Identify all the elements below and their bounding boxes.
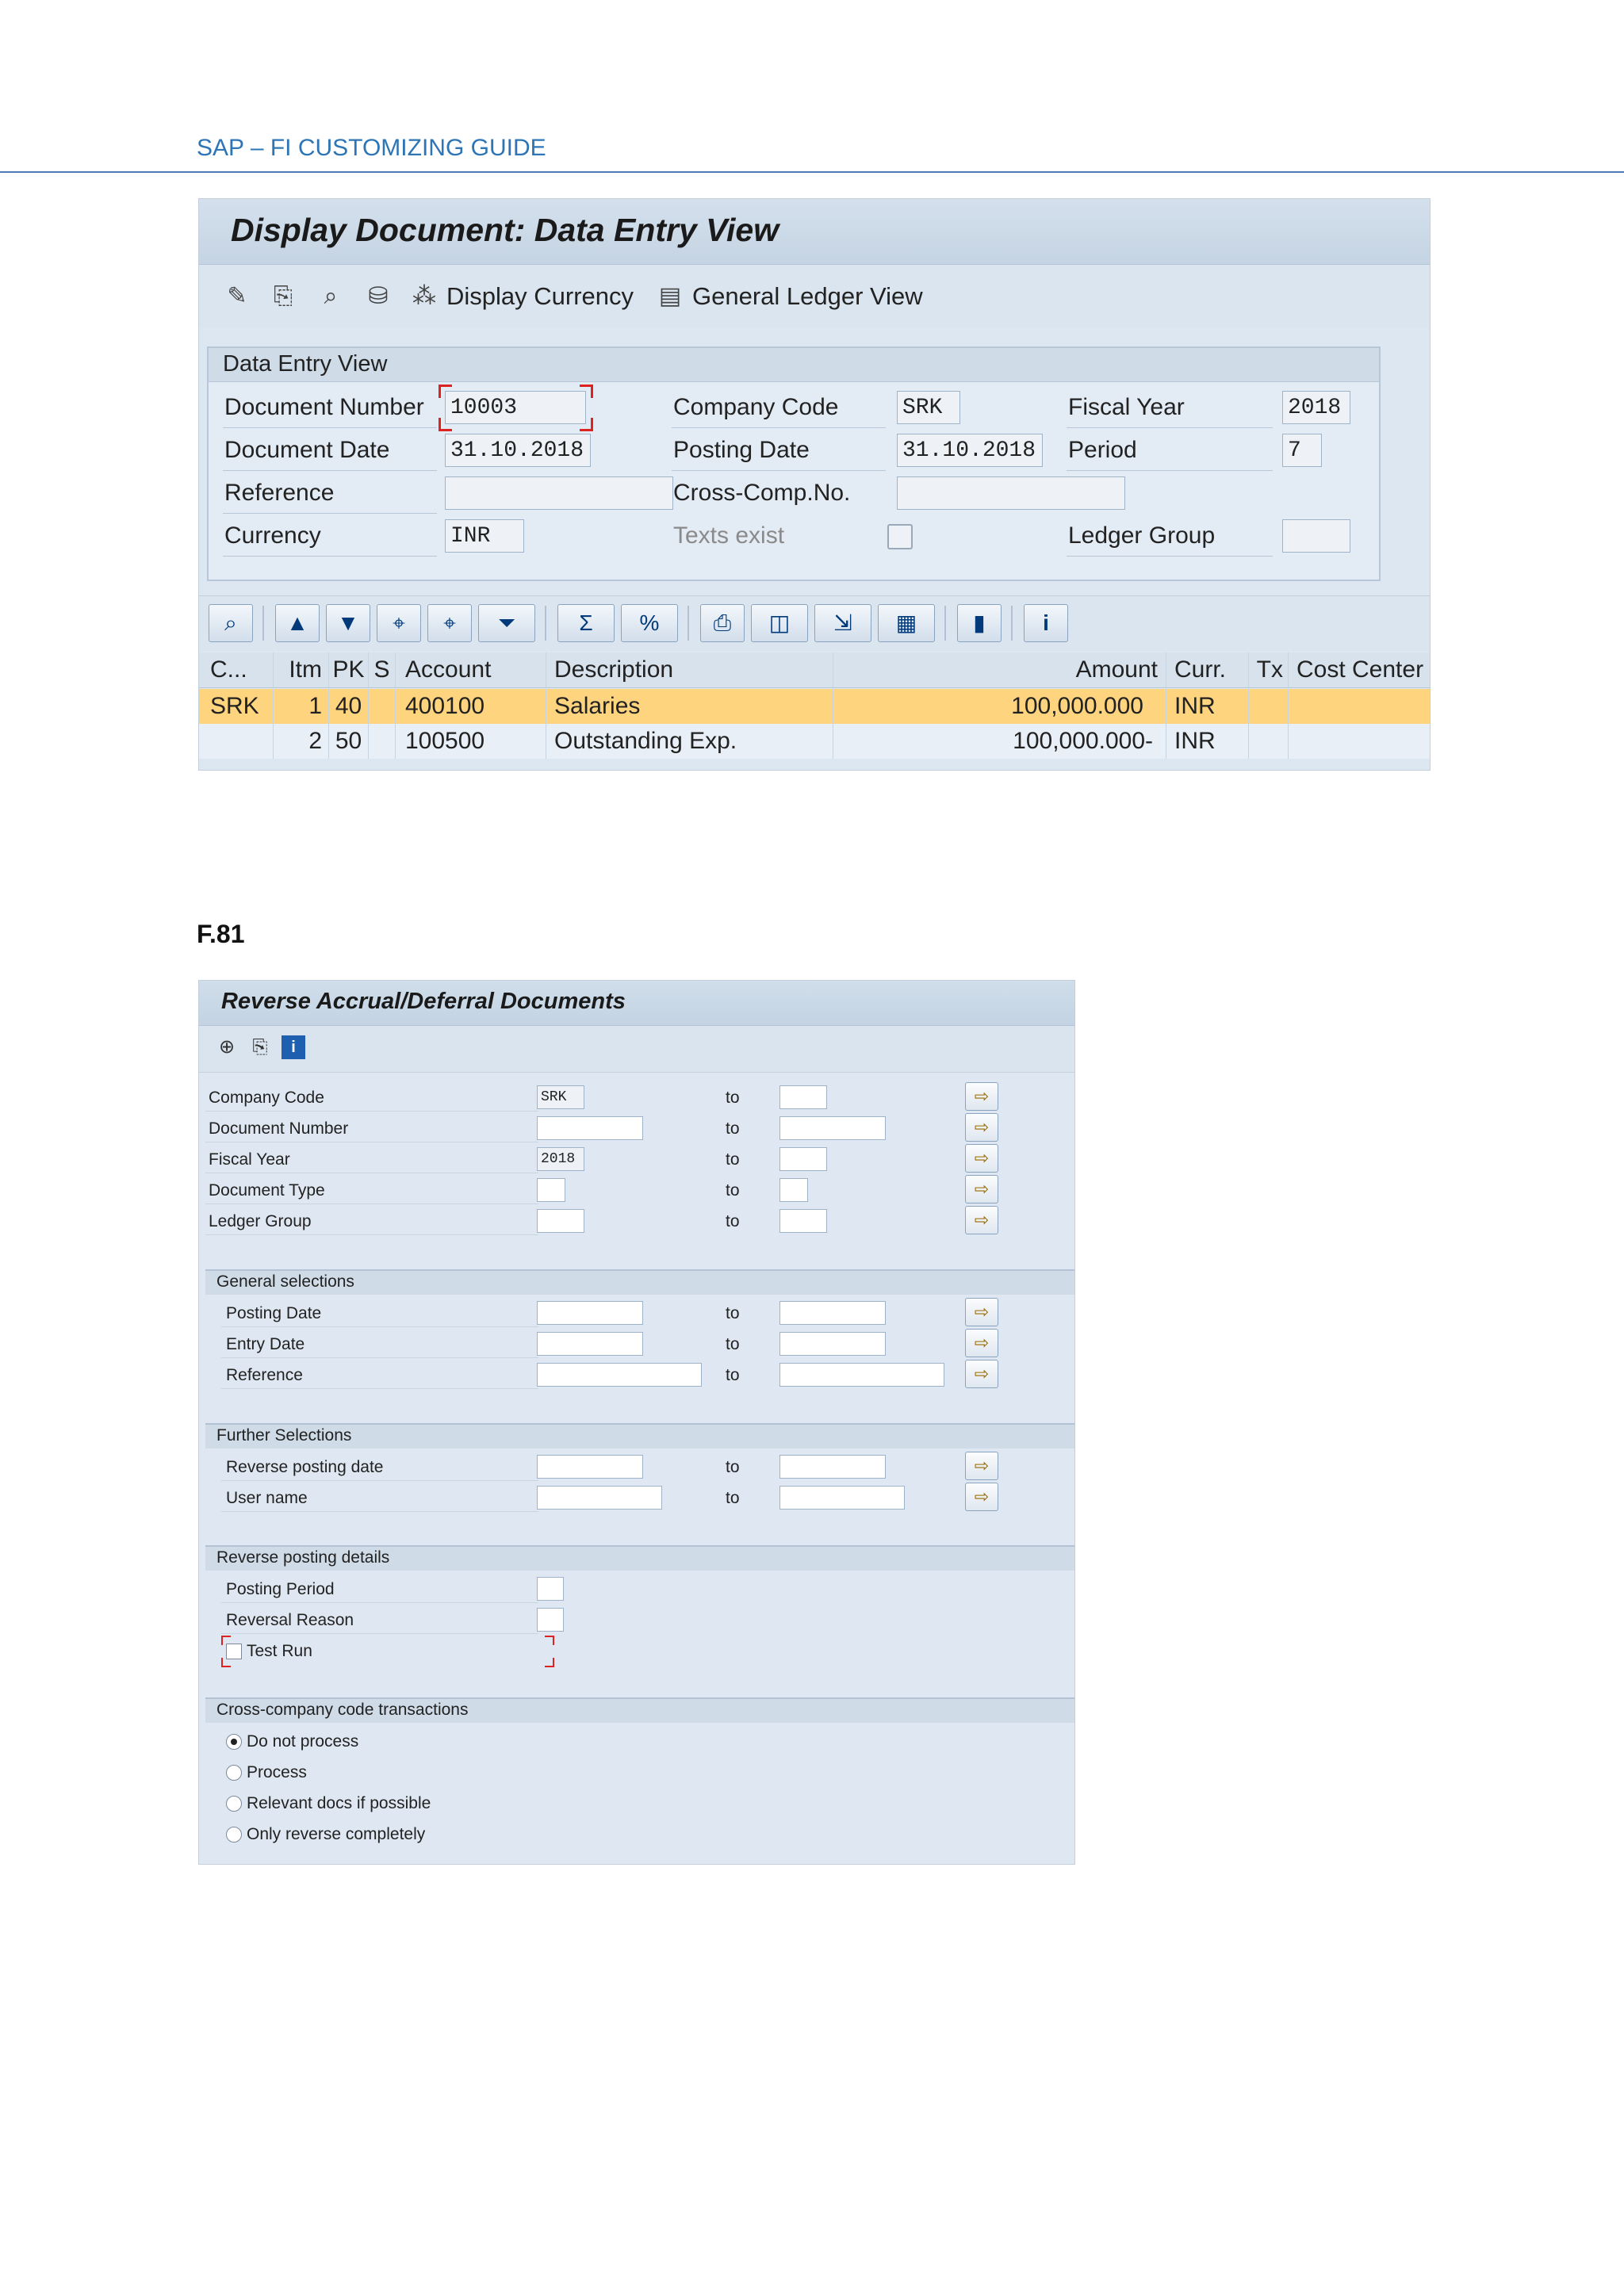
multiple-selection-button[interactable]: ⇨ — [965, 1206, 998, 1234]
document-overview-icon[interactable]: ⌕ — [324, 283, 338, 309]
toolbar-separator — [262, 606, 264, 641]
to-label: to — [726, 1458, 740, 1476]
reference-label: Reference — [226, 1366, 303, 1384]
info-icon[interactable]: i — [282, 1035, 305, 1059]
table-row[interactable] — [199, 724, 1430, 759]
label-underline — [223, 513, 437, 514]
row-divider — [221, 1326, 538, 1327]
to-label: to — [726, 1150, 740, 1169]
radio-relevant-docs[interactable] — [226, 1796, 242, 1812]
ledger-group-field[interactable] — [1282, 519, 1350, 553]
column-header[interactable]: Curr. — [1166, 652, 1249, 687]
label-underline — [1067, 427, 1273, 428]
to-label: to — [726, 1335, 740, 1353]
grid-header-row — [199, 652, 1430, 688]
to-label: to — [726, 1212, 740, 1230]
display-currency-button[interactable]: Display Currency — [446, 282, 634, 310]
posting-key-cell: 50 — [329, 724, 369, 759]
currency-field[interactable]: INR — [445, 519, 524, 553]
reference-from[interactable] — [537, 1363, 702, 1387]
window-title-bar — [199, 981, 1074, 1026]
reference-label: Reference — [224, 480, 335, 506]
user-name-to[interactable] — [779, 1486, 905, 1510]
variant-icon[interactable]: ⎘ — [252, 1036, 268, 1058]
column-header[interactable]: Cost Center — [1297, 656, 1424, 683]
fiscal-year-label: Fiscal Year — [209, 1150, 290, 1169]
row-divider — [221, 1633, 538, 1634]
currency-cell: INR — [1166, 689, 1249, 724]
column-header[interactable]: S — [369, 652, 396, 687]
column-header[interactable]: PK — [329, 652, 369, 687]
column-header[interactable]: Itm — [274, 652, 329, 687]
company-code-cell — [199, 724, 274, 759]
data-entry-view-panel — [207, 346, 1381, 581]
item-cell: 2 — [274, 724, 329, 759]
toolbar-separator — [1011, 606, 1013, 641]
to-label: to — [726, 1366, 740, 1384]
tax-cell — [1249, 689, 1289, 724]
filter-button[interactable]: ⏷ — [478, 604, 535, 642]
company-code-from[interactable]: SRK — [537, 1085, 584, 1109]
header-rule — [0, 171, 1624, 173]
row-divider — [205, 1111, 538, 1112]
radio-label: Only reverse completely — [247, 1825, 426, 1843]
company-code-cell: SRK — [199, 689, 274, 724]
multiple-selection-button[interactable]: ⇨ — [965, 1144, 998, 1173]
radio-label: Process — [247, 1763, 307, 1781]
section-label: F.81 — [197, 920, 245, 948]
currency-label: Currency — [224, 522, 321, 549]
amount-cell: 100,000.000 — [833, 689, 1166, 724]
info-button[interactable]: i — [1024, 604, 1068, 642]
ledger-group-label: Ledger Group — [1068, 522, 1216, 549]
cost-center-cell — [1289, 724, 1430, 759]
to-label: to — [726, 1089, 740, 1107]
entry-date-from[interactable] — [537, 1332, 643, 1356]
ledger-group-label: Ledger Group — [209, 1212, 312, 1230]
alv-toolbar — [199, 595, 1430, 652]
label-underline — [672, 427, 886, 428]
multiple-selection-button[interactable]: ⇨ — [965, 1082, 998, 1111]
application-toolbar — [199, 1026, 1074, 1073]
posting-period-field[interactable] — [537, 1577, 564, 1601]
group-title: Cross-company code transactions — [216, 1701, 469, 1719]
cross-comp-field[interactable] — [897, 476, 1125, 510]
row-divider — [205, 1234, 538, 1235]
to-label: to — [726, 1119, 740, 1138]
cross-comp-label: Cross-Comp.No. — [673, 480, 851, 506]
focus-marker — [545, 1636, 554, 1645]
group-title: Further Selections — [216, 1426, 352, 1445]
column-header[interactable]: Description — [546, 652, 833, 687]
edit-glasses-icon[interactable]: ✎ — [227, 283, 247, 309]
label-underline — [223, 427, 437, 428]
group-header — [205, 1699, 1074, 1723]
total-button[interactable]: Σ — [557, 604, 615, 642]
column-header[interactable]: Amount — [833, 652, 1166, 687]
document-date-label: Document Date — [224, 437, 390, 463]
multiple-selection-button[interactable]: ⇨ — [965, 1113, 998, 1142]
item-cell: 1 — [274, 689, 329, 724]
posting-date-to[interactable] — [779, 1301, 886, 1325]
document-number-label: Document Number — [209, 1119, 349, 1138]
to-label: to — [726, 1489, 740, 1507]
currency-cell: INR — [1166, 724, 1249, 759]
display-document-window — [198, 198, 1431, 771]
test-run-checkbox[interactable] — [226, 1644, 242, 1659]
fiscal-year-field[interactable]: 2018 — [1282, 391, 1350, 424]
document-type-from[interactable] — [537, 1178, 565, 1202]
window-title: Display Document: Data Entry View — [231, 212, 779, 248]
print-preview-button[interactable]: ⎙ — [700, 604, 745, 642]
posting-date-field[interactable]: 31.10.2018 — [897, 434, 1043, 467]
reverse-accrual-window — [198, 980, 1075, 1865]
multiple-selection-button[interactable]: ⇨ — [965, 1329, 998, 1357]
toolbar-separator — [688, 606, 689, 641]
multiple-selection-button[interactable]: ⇨ — [965, 1452, 998, 1480]
focus-marker — [439, 418, 452, 431]
reversal-reason-label: Reversal Reason — [226, 1611, 354, 1629]
label-underline — [223, 556, 437, 557]
sort-ascending-button[interactable]: ▲ — [275, 604, 320, 642]
window-title-bar — [199, 199, 1430, 265]
window-title: Reverse Accrual/Deferral Documents — [221, 989, 626, 1014]
company-code-field[interactable]: SRK — [897, 391, 960, 424]
fiscal-year-from[interactable]: 2018 — [537, 1147, 584, 1171]
reference-field[interactable] — [445, 476, 673, 510]
column-header[interactable]: Account — [396, 652, 546, 687]
ledger-view-icon[interactable]: ▤ — [658, 283, 682, 309]
fiscal-year-to[interactable] — [779, 1147, 827, 1171]
user-name-from[interactable] — [537, 1486, 662, 1510]
company-code-label: Company Code — [209, 1089, 324, 1107]
row-divider — [221, 1388, 538, 1389]
cross-company-group — [205, 1697, 1074, 1865]
group-header — [205, 1547, 1074, 1571]
panel-header — [209, 348, 1379, 382]
account-cell: 400100 — [396, 689, 546, 724]
texts-exist-checkbox[interactable] — [887, 524, 913, 549]
row-divider — [221, 1511, 538, 1512]
company-code-label: Company Code — [673, 394, 839, 420]
tax-cell — [1249, 724, 1289, 759]
reverse-posting-details-group — [205, 1545, 1074, 1682]
row-divider — [205, 1203, 538, 1204]
focus-marker — [439, 385, 452, 398]
payment-icon[interactable]: ⛁ — [368, 283, 389, 309]
further-selections-group — [205, 1423, 1074, 1531]
focus-marker — [580, 418, 593, 431]
posting-period-label: Posting Period — [226, 1580, 335, 1598]
ledger-group-to[interactable] — [779, 1209, 827, 1233]
reverse-posting-date-to[interactable] — [779, 1455, 886, 1479]
group-title: Reverse posting details — [216, 1548, 390, 1567]
cost-center-cell — [1289, 689, 1430, 724]
entry-date-label: Entry Date — [226, 1335, 305, 1353]
focus-marker — [580, 385, 593, 398]
document-date-field[interactable]: 31.10.2018 — [445, 434, 591, 467]
application-toolbar — [199, 265, 1430, 328]
texts-exist-label: Texts exist — [673, 522, 785, 549]
sort-descending-button[interactable]: ▼ — [326, 604, 370, 642]
document-number-to[interactable] — [779, 1116, 886, 1140]
row-divider — [221, 1480, 538, 1481]
account-cell: 100500 — [396, 724, 546, 759]
description-cell: Salaries — [546, 689, 833, 724]
document-header: SAP – FI CUSTOMIZING GUIDE — [197, 135, 546, 161]
label-underline — [1067, 556, 1273, 557]
document-number-field[interactable]: 10003 — [445, 391, 586, 424]
find-next-button[interactable]: ⌖ — [427, 604, 472, 642]
fiscal-year-label: Fiscal Year — [1068, 394, 1185, 420]
multiple-selection-button[interactable]: ⇨ — [965, 1360, 998, 1388]
user-name-label: User name — [226, 1489, 308, 1507]
general-selections-group — [205, 1269, 1074, 1407]
posting-date-label: Posting Date — [226, 1304, 322, 1322]
posting-date-label: Posting Date — [673, 437, 810, 463]
graphic-button[interactable]: ▮ — [957, 604, 1002, 642]
row-divider — [221, 1357, 538, 1358]
display-currency-icon[interactable]: ⁂ — [412, 283, 436, 309]
posting-date-from[interactable] — [537, 1301, 643, 1325]
reference-to[interactable] — [779, 1363, 944, 1387]
radio-process[interactable] — [226, 1765, 242, 1781]
reversal-reason-field[interactable] — [537, 1608, 564, 1632]
test-run-label: Test Run — [247, 1642, 312, 1660]
subtotal-button[interactable]: % — [621, 604, 678, 642]
radio-label: Relevant docs if possible — [247, 1794, 431, 1812]
amount-cell: 100,000.000- — [833, 724, 1166, 759]
group-header — [205, 1425, 1074, 1448]
column-header[interactable]: C... — [199, 652, 274, 687]
export-button[interactable]: ⇲ — [814, 604, 871, 642]
document-type-label: Document Type — [209, 1181, 325, 1200]
general-ledger-view-button[interactable]: General Ledger View — [692, 282, 923, 310]
document-number-label: Document Number — [224, 394, 424, 420]
entry-date-to[interactable] — [779, 1332, 886, 1356]
panel-title: Data Entry View — [223, 351, 388, 377]
group-header — [205, 1271, 1074, 1295]
ledger-group-from[interactable] — [537, 1209, 584, 1233]
to-label: to — [726, 1181, 740, 1200]
row-divider — [221, 1602, 538, 1603]
multiple-selection-button[interactable]: ⇨ — [965, 1483, 998, 1511]
reverse-posting-date-from[interactable] — [537, 1455, 643, 1479]
reverse-posting-date-label: Reverse posting date — [226, 1458, 384, 1476]
label-underline — [223, 470, 437, 471]
special-gl-cell — [369, 689, 396, 724]
details-button[interactable]: ⌕ — [209, 604, 253, 642]
document-type-to[interactable] — [779, 1178, 808, 1202]
label-underline — [1067, 470, 1273, 471]
toolbar-separator — [944, 606, 946, 641]
document-number-from[interactable] — [537, 1116, 643, 1140]
multiple-selection-button[interactable]: ⇨ — [965, 1175, 998, 1203]
period-field[interactable]: 7 — [1282, 434, 1322, 467]
find-button[interactable]: ⌖ — [377, 604, 421, 642]
multiple-selection-button[interactable]: ⇨ — [965, 1298, 998, 1326]
company-code-to[interactable] — [779, 1085, 827, 1109]
other-document-icon[interactable]: ⎘ — [274, 283, 293, 309]
special-gl-cell — [369, 724, 396, 759]
group-title: General selections — [216, 1272, 354, 1291]
radio-only-reverse-completely[interactable] — [226, 1827, 242, 1843]
table-row[interactable] — [199, 689, 1430, 724]
posting-key-cell: 40 — [329, 689, 369, 724]
execute-icon[interactable]: ⊕ — [218, 1036, 236, 1058]
column-header[interactable]: Tx — [1249, 652, 1289, 687]
description-cell: Outstanding Exp. — [546, 724, 833, 759]
focus-marker — [545, 1658, 554, 1667]
views-button[interactable]: ◫ — [751, 604, 808, 642]
to-label: to — [726, 1304, 740, 1322]
radio-label: Do not process — [247, 1732, 359, 1751]
radio-do-not-process[interactable] — [226, 1734, 242, 1750]
layout-button[interactable]: ▦ — [878, 604, 935, 642]
period-label: Period — [1068, 437, 1137, 463]
toolbar-separator — [545, 606, 546, 641]
label-underline — [672, 470, 886, 471]
